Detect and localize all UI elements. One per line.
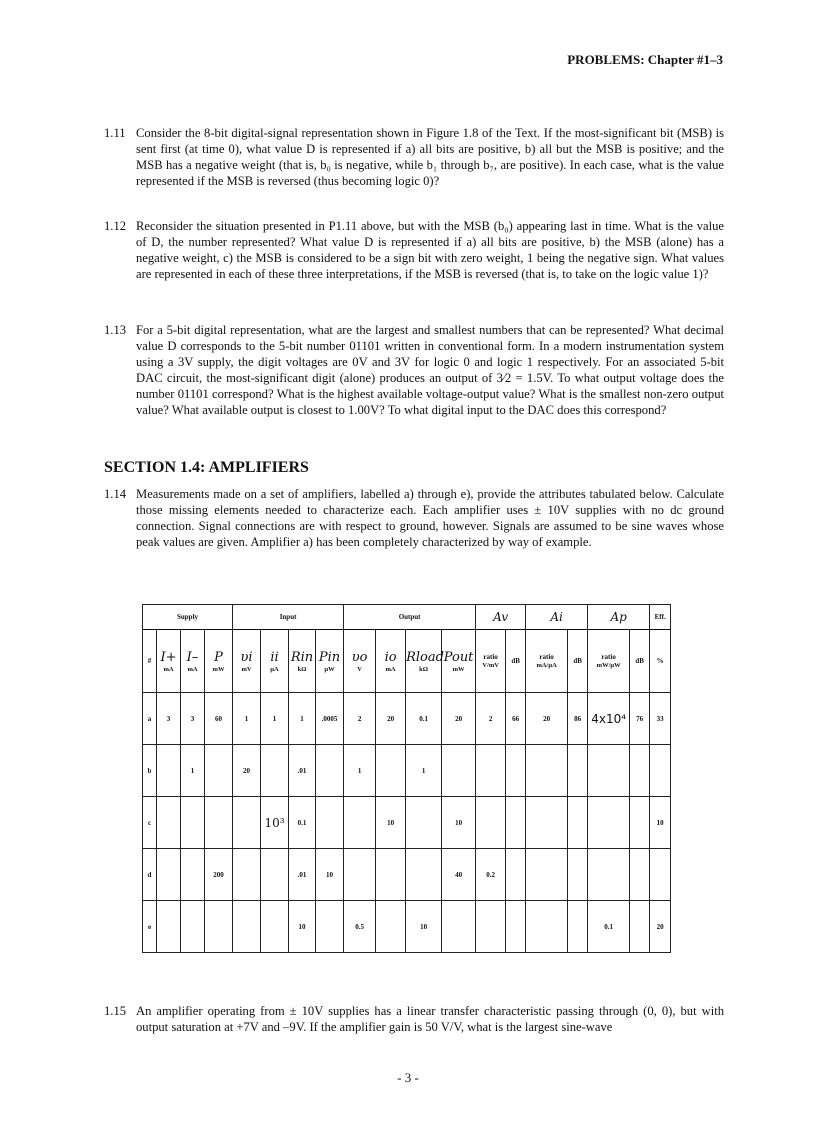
col-hash: #	[143, 630, 157, 693]
col-pout: Pout mW	[442, 630, 476, 693]
col-ap-db: dB	[630, 630, 650, 693]
problem-text: Reconsider the situation presented in P1.11 above, but with the MSB (b₀) appearing last in time. What is the value of D, the number represented? What value D is represented if a) all bits are positive, b) the MSB (alone) has a negative weight, c) the MSB is considered to be a sign bit with zero weight, 1 being the negative sign. What values are represented in each of these three interpretations, if the MSB is reversed (that is, to take on the logic value 1)?	[136, 219, 724, 281]
col-pin: Pin µW	[316, 630, 344, 693]
col-rload: Rload kΩ	[406, 630, 442, 693]
table-row-b: b 1 20 .01 1 1	[143, 745, 671, 797]
amplifier-table	[142, 604, 671, 953]
col-rin: Rin kΩ	[289, 630, 316, 693]
page-header: PROBLEMS: Chapter #1–3	[567, 52, 723, 67]
col-ap-ratio: ratio mW/µW	[588, 630, 630, 693]
problem-text: For a 5-bit digital representation, what are the largest and smallest numbers that can be represented? What decimal value D corresponds to the 5-bit number 01101 written in conventional form. In a modern instrumentation system using a 3V supply, the digit voltages are 0V and 3V for logic 0 and logic 1 respectively. For an associated 5-bit DAC circuit, the most-significant digit (alone) produces an output of 3⁄2 = 1.5V. To what output voltage does the number 01101 correspond? What is the highest available voltage-output value? What is the smallest non-zero output value? What available output is closest to 1.00V? To what digital input to the DAC does this correspond?	[136, 323, 724, 417]
col-vi: υi mV	[233, 630, 261, 693]
col-ai-db: dB	[568, 630, 588, 693]
page-number: - 3 -	[397, 1070, 419, 1085]
group-ap: Ap	[588, 605, 650, 630]
problem-number: 1.14	[104, 487, 127, 501]
problem-number: 1.15	[104, 1004, 127, 1018]
problem-text: Consider the 8-bit digital-signal representation shown in Figure 1.8 of the Text. If the most-significant bit (MSB) is sent first (at time 0), what value D is represented if a) all bits are positive, b) all but the MSB is positive; and the MSB has a negative weight (that is, b₀ is negative, while b₁ through b₇, are positive). In each case, what is the value represented if the MSB is reversed (thus becoming logic 0)?	[136, 126, 724, 188]
col-ai-ratio: ratio mA/µA	[526, 630, 568, 693]
table-row-d: d 200 .01 10 40 0.2	[143, 849, 671, 901]
group-output: Output	[344, 605, 476, 630]
group-supply: Supply	[143, 605, 233, 630]
problem-1-15	[104, 1003, 724, 1035]
section-heading: SECTION 1.4: AMPLIFIERS	[104, 459, 309, 476]
table-row-a: a 3 3 60 1 1 1 .0005 2 20 0.1 20 2 66 20 86 4x10⁴ 76 33	[143, 693, 671, 745]
group-input: Input	[233, 605, 344, 630]
problem-1-11	[104, 125, 724, 189]
col-av-db: dB	[506, 630, 526, 693]
col-iminus: I– mA	[181, 630, 205, 693]
col-vo: υo V	[344, 630, 376, 693]
problem-text: Measurements made on a set of amplifiers, labelled a) through e), provide the attributes tabulated below. Calculate those missing elements needed to characterize each. Each amplifier uses ± 10V supplies with no dc ground connection. Signal connections are with respect to ground, however. Signals are assumed to be sine waves whose peak values are given. Amplifier a) has been completely characterized by way of example.	[136, 487, 724, 549]
col-p: P mW	[205, 630, 233, 693]
table-row-c: c 10³ 0.1 10 10 10	[143, 797, 671, 849]
problem-text: An amplifier operating from ± 10V supplies has a linear transfer characteristic passing through (0, 0), but with output saturation at +7V and –9V. If the amplifier gain is 50 V/V, what is the largest sine-wave	[136, 1004, 724, 1034]
col-iplus: I+ mA	[157, 630, 181, 693]
problem-1-13	[104, 322, 724, 418]
problem-number: 1.11	[104, 126, 126, 140]
group-eff: Eff.	[650, 605, 671, 630]
problem-1-14	[104, 486, 724, 550]
col-io: io mA	[376, 630, 406, 693]
col-av-ratio: ratio V/mV	[476, 630, 506, 693]
col-ii: ii µA	[261, 630, 289, 693]
group-av: Av	[476, 605, 526, 630]
problem-1-12	[104, 218, 724, 282]
problem-number: 1.13	[104, 323, 127, 337]
problem-number: 1.12	[104, 219, 127, 233]
group-ai: Ai	[526, 605, 588, 630]
col-eff: %	[650, 630, 671, 693]
table-row-e: e 10 0.5 10 0.1 20	[143, 901, 671, 953]
